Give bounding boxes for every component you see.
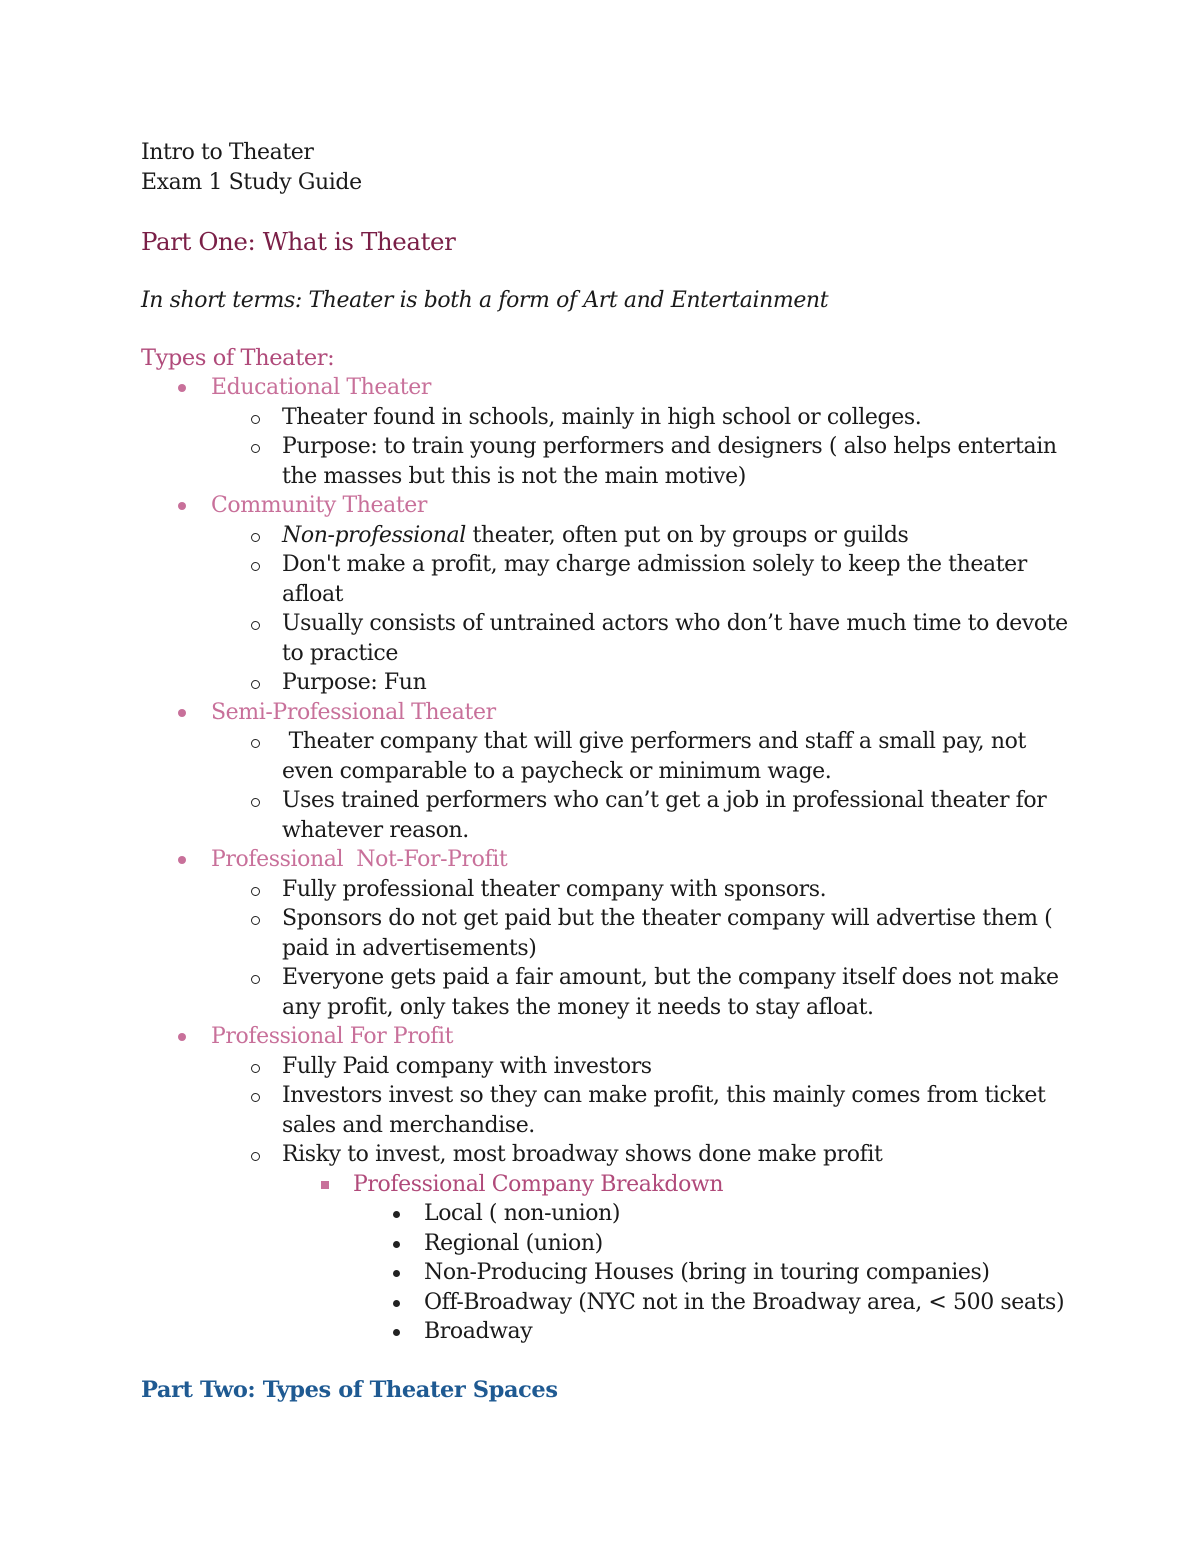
circle-bullet-icon: [251, 680, 260, 689]
course-title: Intro to Theater: [141, 140, 314, 165]
circle-bullet-icon: [251, 887, 260, 896]
summary-line: In short terms: Theater is both a form of Art and Entertainment: [141, 288, 829, 313]
list-item: [211, 786, 1081, 845]
list-item: [211, 521, 1081, 551]
point-text: Uses trained performers who can’t get a job in professional theater for whatever reason.: [282, 788, 1047, 843]
sub-list: [211, 875, 1081, 1023]
circle-bullet-icon: [251, 739, 260, 748]
bullet-icon: [178, 502, 186, 510]
point-text: Theater found in schools, mainly in high school or colleges.: [282, 404, 922, 430]
circle-bullet-icon: [251, 916, 260, 925]
list-item: [211, 609, 1081, 668]
company-levels-list: [353, 1199, 1081, 1347]
sub-list: [211, 403, 1081, 492]
circle-bullet-icon: [251, 415, 260, 424]
list-item: [353, 1258, 1081, 1288]
circle-bullet-icon: [251, 1152, 260, 1161]
type-label: Educational Theater: [211, 375, 431, 400]
point-text: theater, often put on by groups or guilds: [465, 522, 909, 548]
level-text: Broadway: [424, 1319, 533, 1344]
document-page: [141, 138, 1081, 1405]
list-item: [141, 845, 1081, 1022]
dot-bullet-icon: [393, 1329, 400, 1336]
circle-bullet-icon: [251, 798, 260, 807]
italic-term: Non-professional: [282, 522, 466, 548]
list-item: [141, 491, 1081, 698]
point-text: Usually consists of untrained actors who don’t have much time to devote to practice: [282, 611, 1068, 666]
list-item: [282, 1170, 1081, 1347]
level-text: Local ( non-union): [424, 1201, 621, 1226]
type-label: Professional For Profit: [211, 1024, 454, 1049]
dot-bullet-icon: [393, 1270, 400, 1277]
list-item: [211, 550, 1081, 609]
list-item: [353, 1317, 1081, 1347]
circle-bullet-icon: [251, 621, 260, 630]
sub-list: [211, 727, 1081, 845]
level-text: Regional (union): [424, 1230, 603, 1256]
list-item: [353, 1288, 1081, 1318]
list-item: [141, 1022, 1081, 1347]
point-text: Everyone gets paid a fair amount, but the company itself does not make any profit, only takes the money it needs to stay afloat.: [282, 965, 1059, 1020]
part-one-heading: Part One: What is Theater: [141, 227, 456, 256]
list-item: [211, 1140, 1081, 1347]
list-item: [353, 1229, 1081, 1259]
list-item: [141, 373, 1081, 491]
circle-bullet-icon: [251, 444, 260, 453]
type-label: Semi-Professional Theater: [211, 699, 496, 725]
point-text: Investors invest so they can make profit, this mainly comes from ticket sales and merchandise.: [282, 1083, 1046, 1138]
list-item: [211, 1052, 1081, 1082]
list-item: [211, 963, 1081, 1022]
theater-types-list: [141, 373, 1081, 1347]
spacer: [141, 1347, 1081, 1375]
list-item: [141, 698, 1081, 846]
dot-bullet-icon: [393, 1211, 400, 1218]
type-label: Community Theater: [211, 493, 427, 518]
point-text: Purpose: Fun: [282, 670, 427, 695]
type-label: Professional Not-For-Profit: [211, 847, 508, 872]
point-text: Purpose: to train young performers and designers ( also helps entertain the masses but this is not the main motive): [282, 434, 1057, 489]
level-text: Non-Producing Houses (bring in touring companies): [424, 1260, 990, 1285]
point-text: Fully Paid company with investors: [282, 1053, 652, 1079]
list-item: [353, 1199, 1081, 1229]
point-text: Fully professional theater company with sponsors.: [282, 876, 827, 902]
document-subtitle: Exam 1 Study Guide: [141, 170, 362, 195]
circle-bullet-icon: [251, 533, 260, 542]
list-item: [211, 904, 1081, 963]
circle-bullet-icon: [251, 562, 260, 571]
list-item: [211, 1081, 1081, 1140]
sub-list: [211, 1052, 1081, 1347]
point-text: Sponsors do not get paid but the theater company will advertise them ( paid in advertisements): [282, 906, 1053, 961]
list-item: [211, 432, 1081, 491]
sub-list: [211, 521, 1081, 698]
bullet-icon: [178, 1033, 186, 1041]
circle-bullet-icon: [251, 1064, 260, 1073]
point-text: Risky to invest, most broadway shows done make profit: [282, 1142, 883, 1167]
bullet-icon: [178, 384, 186, 392]
level-text: Off-Broadway (NYC not in the Broadway area, < 500 seats): [424, 1289, 1065, 1315]
circle-bullet-icon: [251, 1093, 260, 1102]
point-text: Don't make a profit, may charge admission solely to keep the theater afloat: [282, 552, 1027, 607]
point-text: Theater company that will give performers and staff a small pay, not even comparable to a paycheck or minimum wage.: [282, 729, 1033, 784]
circle-bullet-icon: [251, 975, 260, 984]
breakdown-list: [282, 1170, 1081, 1347]
dot-bullet-icon: [393, 1241, 400, 1248]
part-two-heading: Part Two: Types of Theater Spaces: [141, 1376, 558, 1403]
dot-bullet-icon: [393, 1300, 400, 1307]
square-bullet-icon: [321, 1181, 329, 1189]
list-item: [211, 727, 1081, 786]
list-item: [211, 403, 1081, 433]
types-heading: Types of Theater:: [141, 344, 335, 371]
bullet-icon: [178, 856, 186, 864]
list-item: [211, 668, 1081, 698]
list-item: [211, 875, 1081, 905]
breakdown-label: Professional Company Breakdown: [353, 1171, 724, 1197]
bullet-icon: [178, 709, 186, 717]
